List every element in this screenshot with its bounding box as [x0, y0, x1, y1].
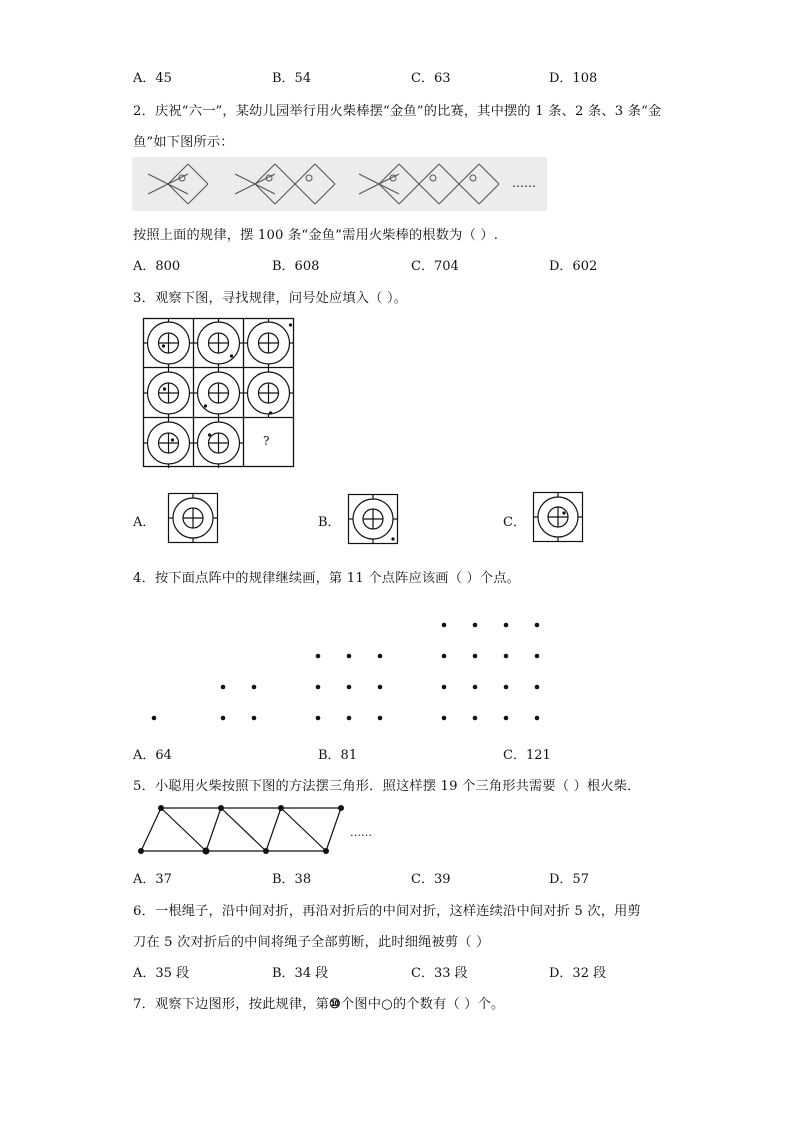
q1-option-a: A．45	[133, 71, 172, 86]
grid-dot	[163, 387, 166, 390]
array-dot	[535, 654, 540, 659]
grid-dot	[171, 438, 174, 441]
q2-option-a: A．800	[133, 259, 181, 274]
grid-cell-symbol	[244, 318, 294, 368]
q1-option-d: D．108	[549, 71, 598, 86]
array-dot	[378, 654, 383, 659]
q2-stem-line2: 鱼”如下图所示：	[133, 135, 234, 150]
array-dot	[316, 716, 321, 721]
array-dot	[378, 685, 383, 690]
array-dot	[473, 654, 478, 659]
array-dot	[442, 716, 447, 721]
array-dot	[473, 623, 478, 628]
array-dot	[347, 716, 352, 721]
array-dot	[347, 685, 352, 690]
array-dot	[442, 654, 447, 659]
array-dot	[504, 716, 509, 721]
q3-option-c: C．	[503, 515, 526, 530]
grid-dot	[204, 404, 207, 407]
grid-cell-symbol	[144, 368, 194, 418]
q6-option-b: B．34 段	[272, 966, 329, 981]
grid-dot	[269, 411, 272, 414]
q7-stem	[133, 993, 504, 1012]
q4-option-a: A．64	[133, 748, 172, 763]
grid-cell-symbol	[244, 368, 294, 418]
q5-option-d: D．57	[549, 872, 589, 887]
q3-option-a-figure	[168, 493, 218, 543]
q4-stem: 4．按下面点阵中的规律继续画，第 11 个点阵应该画（ ）个点。	[133, 571, 521, 586]
q3-option-b: B．	[318, 515, 341, 530]
array-dot	[535, 685, 540, 690]
q7-circled-number: ⑩	[329, 997, 342, 1012]
q5-option-c: C．39	[411, 872, 451, 887]
q6-stem-line1: 6．一根绳子，沿中间对折，再沿对折后的中间对折，这样连续沿中间对折 5 次，用剪	[133, 904, 641, 919]
q6-option-c: C．33 段	[411, 966, 468, 981]
array-dot	[473, 716, 478, 721]
matchstick-triangles-figure	[136, 803, 336, 861]
array-dot	[504, 623, 509, 628]
grid-dot	[230, 354, 233, 357]
dot-array-figure	[140, 605, 560, 730]
fish-ellipsis: ……	[512, 176, 536, 190]
array-dot	[152, 716, 157, 721]
q6-option-a: A．35 段	[133, 966, 190, 981]
grid-cell-symbol	[194, 368, 244, 418]
array-dot	[442, 685, 447, 690]
q7-stem-before: 7．观察下边图形，按此规律，第	[133, 997, 330, 1012]
q7-stem-after: 个图中○的个数有（ ）个。	[341, 997, 505, 1012]
q2-option-b: B．608	[272, 259, 320, 274]
circle-grid-figure	[143, 318, 295, 468]
array-dot	[535, 716, 540, 721]
q6-stem-line2: 刀在 5 次对折后的中间将绳子全部剪断，此时细绳被剪（ ）	[133, 935, 490, 950]
grid-question-mark: ?	[263, 434, 270, 448]
array-dot	[535, 623, 540, 628]
q5-stem: 5．小聪用火柴按照下图的方法摆三角形．照这样摆 19 个三角形共需要（ ）根火柴．	[133, 779, 641, 794]
array-dot	[221, 685, 226, 690]
array-dot	[316, 685, 321, 690]
q3-option-a: A．	[133, 515, 156, 530]
grid-cell-symbol	[194, 418, 244, 468]
fish-two	[235, 164, 335, 204]
fish-three	[359, 164, 499, 204]
q3-option-b-figure	[348, 494, 398, 544]
fish-drawing	[132, 157, 547, 211]
array-dot	[347, 654, 352, 659]
q5-option-a: A．37	[133, 872, 172, 887]
array-dot	[252, 685, 257, 690]
q4-option-c: C．121	[503, 748, 551, 763]
grid-cell-symbol	[194, 318, 244, 368]
grid-cell-symbol	[144, 318, 194, 368]
array-dot	[504, 654, 509, 659]
q2-option-d: D．602	[549, 259, 598, 274]
q2-stem-line1: 2．庆祝“六一”，某幼儿园举行用火柴棒摆“金鱼”的比赛，其中摆的 1 条、2 条、3 条“金	[133, 104, 662, 119]
q4-option-b: B．81	[318, 748, 358, 763]
grid-dot	[208, 433, 211, 436]
grid-dot	[289, 323, 292, 326]
array-dot	[252, 716, 257, 721]
array-dot	[316, 654, 321, 659]
array-dot	[442, 623, 447, 628]
q2-stem-line3: 按照上面的规律，摆 100 条“金鱼”需用火柴棒的根数为（ ）.	[133, 228, 499, 243]
q6-option-d: D．32 段	[549, 966, 607, 981]
grid-dot	[162, 344, 165, 347]
q3-option-c-figure	[533, 492, 583, 542]
matchstick-fish-figure	[132, 157, 547, 211]
grid-cell-symbol	[144, 418, 194, 468]
q2-option-c: C．704	[411, 259, 459, 274]
q5-option-b: B．38	[272, 872, 312, 887]
array-dot	[473, 685, 478, 690]
q1-option-c: C．63	[411, 71, 451, 86]
array-dot	[378, 716, 383, 721]
fish-one	[148, 164, 208, 204]
array-dot	[504, 685, 509, 690]
q1-option-b: B．54	[272, 71, 312, 86]
array-dot	[221, 716, 226, 721]
triangles-ellipsis: ……	[350, 826, 372, 839]
q3-stem: 3．观察下图，寻找规律，问号处应填入（ ）。	[133, 291, 408, 306]
